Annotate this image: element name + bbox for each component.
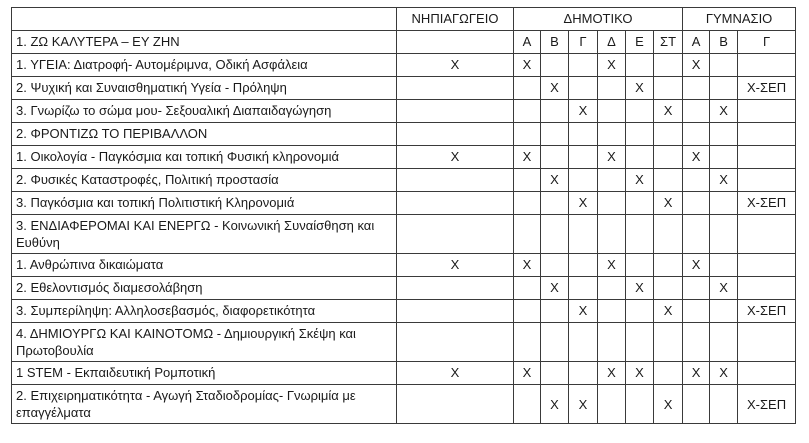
grade-mark-cell — [598, 169, 626, 192]
grade-label — [397, 31, 514, 54]
grade-mark-cell: Χ — [710, 169, 738, 192]
grade-mark-cell — [541, 323, 569, 362]
grade-label: Β — [710, 31, 738, 54]
grade-mark-cell: Χ — [654, 385, 683, 424]
grade-mark-cell — [514, 323, 541, 362]
row-label: 2. Εθελοντισμός διαμεσολάβηση — [12, 277, 397, 300]
row-label: 2. Ψυχική και Συναισθηματική Υγεία - Πρόληψη — [12, 77, 397, 100]
grade-mark-cell — [569, 254, 598, 277]
grade-mark-cell — [710, 254, 738, 277]
grade-mark-cell — [710, 323, 738, 362]
grade-mark-cell: Χ — [397, 146, 514, 169]
grade-mark-cell — [626, 323, 654, 362]
grade-mark-cell — [738, 100, 796, 123]
grade-label: Β — [541, 31, 569, 54]
grade-mark-cell: Χ — [569, 100, 598, 123]
row-label: 2. Φυσικές Καταστροφές, Πολιτική προστασία — [12, 169, 397, 192]
grade-mark-cell — [397, 277, 514, 300]
grade-mark-cell: Χ — [710, 362, 738, 385]
grade-mark-cell — [514, 169, 541, 192]
grade-mark-cell — [683, 277, 710, 300]
grade-label: ΣΤ — [654, 31, 683, 54]
table-row — [12, 54, 796, 77]
grade-mark-cell: Χ — [683, 362, 710, 385]
grade-mark-cell — [598, 277, 626, 300]
table-row — [12, 169, 796, 192]
grade-mark-cell — [683, 385, 710, 424]
row-label: 1. Ανθρώπινα δικαιώματα — [12, 254, 397, 277]
grade-mark-cell: Χ — [397, 54, 514, 77]
row-label: 1 STEM - Εκπαιδευτική Ρομποτική — [12, 362, 397, 385]
grade-mark-cell — [598, 77, 626, 100]
grade-mark-cell — [738, 277, 796, 300]
grade-mark-cell — [598, 192, 626, 215]
row-label: 1. ΥΓΕΙΑ: Διατροφή- Αυτομέριμνα, Οδική Ασφάλεια — [12, 54, 397, 77]
grade-mark-cell — [738, 215, 796, 254]
grade-mark-cell — [569, 54, 598, 77]
grade-mark-cell — [397, 192, 514, 215]
grade-mark-cell — [710, 300, 738, 323]
grade-mark-cell — [514, 77, 541, 100]
table-row — [12, 323, 796, 362]
grade-mark-cell: Χ — [598, 146, 626, 169]
grade-mark-cell — [654, 323, 683, 362]
grade-mark-cell — [683, 123, 710, 146]
grade-mark-cell — [654, 277, 683, 300]
group-header-gymnasium: ΓΥΜΝΑΣΙΟ — [683, 8, 796, 31]
grade-mark-cell: Χ — [397, 254, 514, 277]
grade-mark-cell — [541, 362, 569, 385]
grade-mark-cell — [710, 192, 738, 215]
grade-mark-cell — [654, 362, 683, 385]
grade-mark-cell: Χ — [626, 277, 654, 300]
header-empty-cell — [12, 8, 397, 31]
grade-mark-cell — [598, 215, 626, 254]
grade-mark-cell — [598, 323, 626, 362]
grade-mark-cell: Χ — [598, 362, 626, 385]
table-row — [12, 300, 796, 323]
grade-mark-cell — [654, 146, 683, 169]
grade-mark-cell: Χ — [397, 362, 514, 385]
grade-mark-cell — [683, 192, 710, 215]
grade-mark-cell — [683, 169, 710, 192]
grade-mark-cell — [710, 54, 738, 77]
row-label: 4. ΔΗΜΙΟΥΡΓΩ ΚΑΙ ΚΑΙΝΟΤΟΜΩ - Δημιουργική Σκέψη και Πρωτοβουλία — [12, 323, 397, 362]
grade-mark-cell: Χ — [710, 100, 738, 123]
grade-label: Α — [683, 31, 710, 54]
grade-mark-cell: Χ — [514, 254, 541, 277]
grade-mark-cell: Χ — [626, 362, 654, 385]
grade-mark-cell: Χ — [710, 277, 738, 300]
grade-mark-cell: Χ-ΣΕΠ — [738, 385, 796, 424]
grade-mark-cell — [683, 100, 710, 123]
program-table — [11, 7, 796, 424]
table-row — [12, 277, 796, 300]
grade-mark-cell: Χ — [626, 169, 654, 192]
grade-label: Γ — [569, 31, 598, 54]
grade-mark-cell — [710, 215, 738, 254]
grade-mark-cell — [541, 215, 569, 254]
grade-mark-cell — [514, 192, 541, 215]
grade-mark-cell — [514, 123, 541, 146]
grade-label: Γ — [738, 31, 796, 54]
section-title: 1. ΖΩ ΚΑΛΥΤΕΡΑ – ΕΥ ΖΗΝ — [12, 31, 397, 54]
grade-mark-cell — [514, 277, 541, 300]
group-header-row — [12, 8, 796, 31]
grade-mark-cell — [738, 146, 796, 169]
row-label: 3. Συμπερίληψη: Αλληλοσεβασμός, διαφορετικότητα — [12, 300, 397, 323]
row-label: 1. Οικολογία - Παγκόσμια και τοπική Φυσική κληρονομιά — [12, 146, 397, 169]
grade-mark-cell: Χ — [514, 54, 541, 77]
table-row — [12, 100, 796, 123]
table-row — [12, 123, 796, 146]
grade-mark-cell — [541, 300, 569, 323]
grade-mark-cell — [569, 123, 598, 146]
grade-mark-cell — [654, 169, 683, 192]
group-header-kindergarten: ΝΗΠΙΑΓΩΓΕΙΟ — [397, 8, 514, 31]
grade-mark-cell — [569, 362, 598, 385]
grade-mark-cell — [598, 123, 626, 146]
table-row — [12, 146, 796, 169]
grade-mark-cell: Χ — [683, 54, 710, 77]
grade-mark-cell — [710, 146, 738, 169]
grade-mark-cell — [683, 77, 710, 100]
grade-mark-cell — [710, 77, 738, 100]
grade-mark-cell: Χ — [514, 146, 541, 169]
grade-mark-cell: Χ-ΣΕΠ — [738, 192, 796, 215]
grade-mark-cell — [626, 385, 654, 424]
grade-mark-cell: Χ — [569, 300, 598, 323]
grade-mark-cell — [710, 385, 738, 424]
group-header-primary: ΔΗΜΟΤΙΚΟ — [514, 8, 683, 31]
grade-mark-cell — [569, 323, 598, 362]
grade-mark-cell: Χ — [654, 100, 683, 123]
grade-mark-cell — [541, 123, 569, 146]
grade-mark-cell — [626, 300, 654, 323]
grade-mark-cell — [738, 323, 796, 362]
table-row — [12, 215, 796, 254]
grade-mark-cell: Χ — [569, 192, 598, 215]
grade-mark-cell — [683, 215, 710, 254]
grade-mark-cell — [397, 169, 514, 192]
grade-mark-cell — [738, 54, 796, 77]
grade-mark-cell — [569, 277, 598, 300]
grade-header-row — [12, 31, 796, 54]
grade-mark-cell — [514, 300, 541, 323]
grade-mark-cell — [710, 123, 738, 146]
grade-mark-cell — [654, 215, 683, 254]
grade-mark-cell — [626, 192, 654, 215]
grade-mark-cell — [626, 123, 654, 146]
table-row — [12, 362, 796, 385]
grade-label: Α — [514, 31, 541, 54]
grade-mark-cell — [514, 100, 541, 123]
grade-mark-cell: Χ — [654, 300, 683, 323]
grade-mark-cell — [598, 300, 626, 323]
row-label: 3. Γνωρίζω το σώμα μου- Σεξουαλική Διαπαιδαγώγηση — [12, 100, 397, 123]
grade-mark-cell — [626, 54, 654, 77]
grade-label: Ε — [626, 31, 654, 54]
row-label: 3. Παγκόσμια και τοπική Πολιτιστική Κληρονομιά — [12, 192, 397, 215]
grade-mark-cell — [738, 169, 796, 192]
grade-mark-cell: Χ — [569, 385, 598, 424]
grade-mark-cell — [738, 362, 796, 385]
grade-mark-cell — [654, 123, 683, 146]
grade-mark-cell — [569, 215, 598, 254]
grade-mark-cell — [683, 300, 710, 323]
table-row — [12, 254, 796, 277]
grade-mark-cell: Χ — [541, 77, 569, 100]
grade-mark-cell — [541, 100, 569, 123]
grade-mark-cell: Χ — [598, 254, 626, 277]
grade-mark-cell — [654, 77, 683, 100]
grade-mark-cell: Χ — [514, 362, 541, 385]
grade-mark-cell — [397, 323, 514, 362]
grade-mark-cell: Χ — [541, 277, 569, 300]
grade-mark-cell — [598, 100, 626, 123]
grade-mark-cell — [397, 300, 514, 323]
row-label: 3. ΕΝΔΙΑΦΕΡΟΜΑΙ ΚΑΙ ΕΝΕΡΓΩ - Κοινωνική Συναίσθηση και Ευθύνη — [12, 215, 397, 254]
grade-mark-cell — [654, 254, 683, 277]
grade-mark-cell: Χ — [598, 54, 626, 77]
grade-mark-cell — [541, 254, 569, 277]
grade-mark-cell — [569, 146, 598, 169]
grade-mark-cell — [397, 100, 514, 123]
grade-mark-cell — [738, 123, 796, 146]
grade-mark-cell — [683, 323, 710, 362]
grade-label: Δ — [598, 31, 626, 54]
grade-mark-cell: Χ-ΣΕΠ — [738, 300, 796, 323]
grade-mark-cell: Χ — [541, 169, 569, 192]
grade-mark-cell: Χ — [654, 192, 683, 215]
grade-mark-cell: Χ — [626, 77, 654, 100]
table-row — [12, 385, 796, 424]
grade-mark-cell — [541, 146, 569, 169]
grade-mark-cell — [514, 385, 541, 424]
grade-mark-cell — [541, 54, 569, 77]
grade-mark-cell — [626, 254, 654, 277]
grade-mark-cell: Χ-ΣΕΠ — [738, 77, 796, 100]
grade-mark-cell — [569, 169, 598, 192]
grade-mark-cell — [397, 385, 514, 424]
grade-mark-cell — [397, 77, 514, 100]
grade-mark-cell — [541, 192, 569, 215]
grade-mark-cell: Χ — [683, 146, 710, 169]
grade-mark-cell — [738, 254, 796, 277]
grade-mark-cell — [397, 123, 514, 146]
grade-mark-cell — [514, 215, 541, 254]
grade-mark-cell — [598, 385, 626, 424]
row-label: 2. Επιχειρηματικότητα - Αγωγή Σταδιοδρομίας- Γνωριμία με επαγγέλματα — [12, 385, 397, 424]
grade-mark-cell — [626, 146, 654, 169]
grade-mark-cell — [569, 77, 598, 100]
table-row — [12, 192, 796, 215]
row-label: 2. ΦΡΟΝΤΙΖΩ ΤΟ ΠΕΡΙΒΑΛΛΟΝ — [12, 123, 397, 146]
grade-mark-cell: Χ — [541, 385, 569, 424]
grade-mark-cell: Χ — [683, 254, 710, 277]
grade-mark-cell — [397, 215, 514, 254]
grade-mark-cell — [654, 54, 683, 77]
grade-mark-cell — [626, 215, 654, 254]
grade-mark-cell — [626, 100, 654, 123]
table-row — [12, 77, 796, 100]
